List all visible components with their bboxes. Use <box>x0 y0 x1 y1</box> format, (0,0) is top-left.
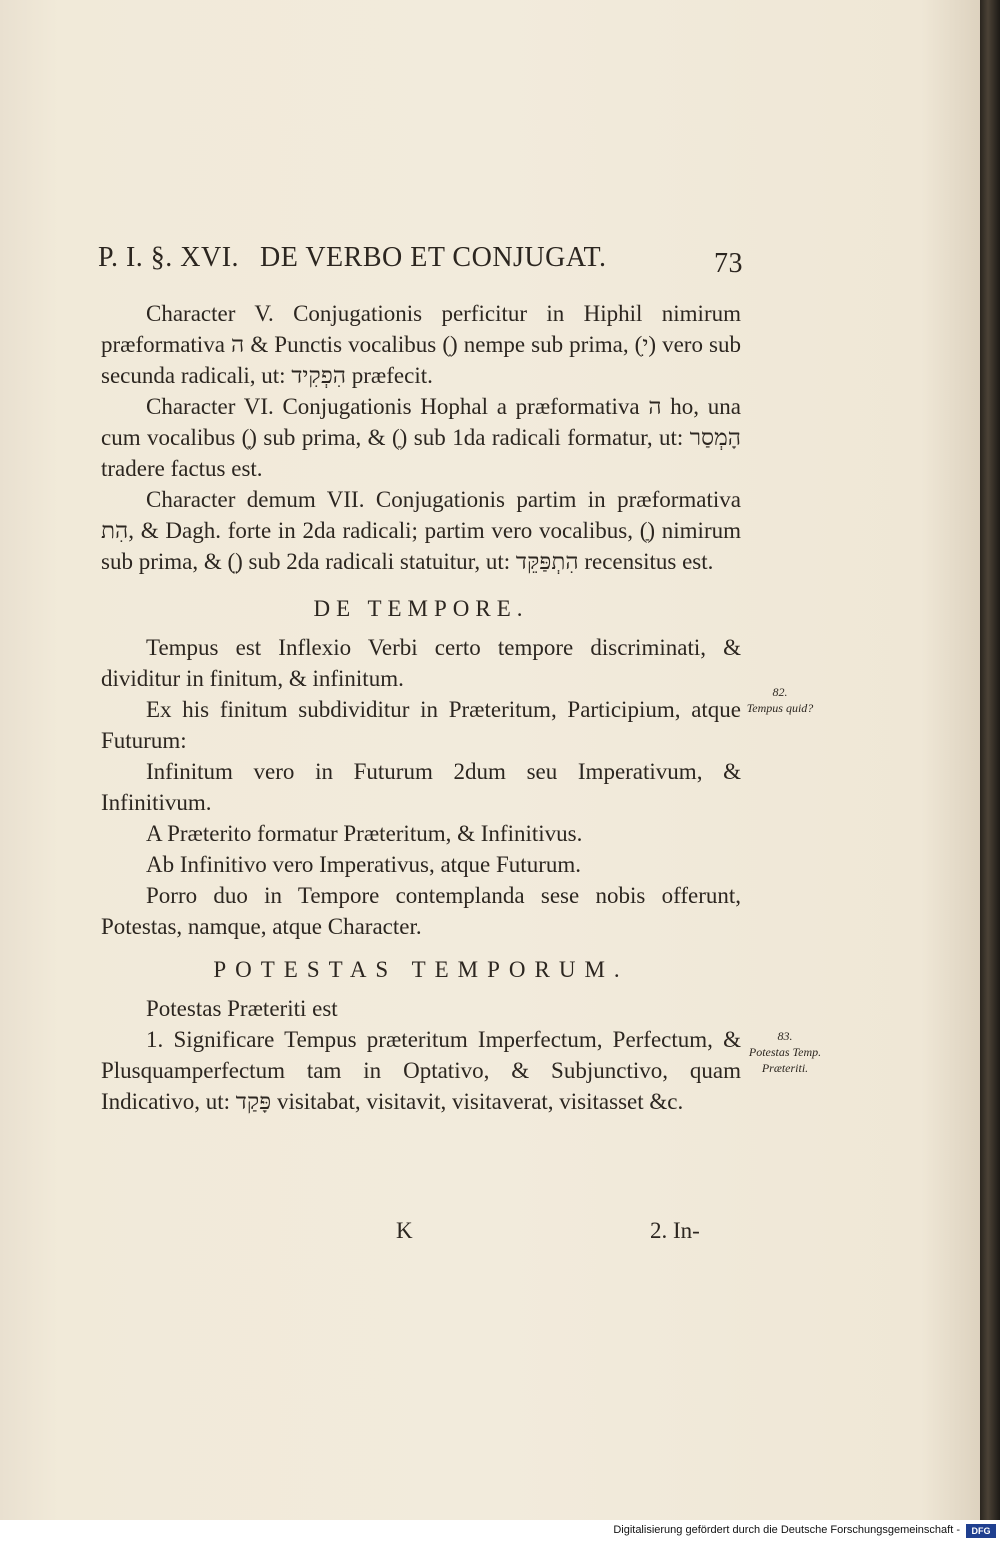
heading-potestas-temporum: POTESTAS TEMPORUM. <box>213 957 629 982</box>
dfg-logo: DFG <box>966 1524 996 1538</box>
signature-mark: K <box>396 1218 413 1243</box>
paragraph-character-vi: Character VI. Conjugationis Hophal a præformativa ה ho, una cum vocalibus (ָ) sub prima, & (ַ) sub 1da radicali formatur, ut: הָמְסַר tradere factus est. <box>101 394 741 481</box>
catchword: 2. In- <box>650 1218 700 1243</box>
digitization-credit: Digitalisierung gefördert durch die Deutsche Forschungsgemeinschaft - <box>613 1524 960 1536</box>
running-title: DE VERBO ET CONJUGAT. <box>260 242 607 273</box>
paragraph-significare: 1. Significare Tempus præteritum Imperfectum, Perfectum, & Plusquamperfectum tam in Optativo, & Subjunctivo, quam Indicativo, ut: פָּקַד visitabat, visitavit, visitaverat, visitasset &c. <box>101 1027 741 1114</box>
body-text <box>101 298 741 1117</box>
paragraph-infinitum: Infinitum vero in Futurum 2dum seu Imperativum, & Infinitivum. <box>101 759 741 815</box>
margin-note-text: Potestas Temp. Præteriti. <box>748 1045 822 1075</box>
margin-note-number: 83. <box>777 1029 793 1043</box>
margin-note-number: 82. <box>772 685 788 699</box>
section-reference: P. I. §. XVI. <box>98 242 240 273</box>
paragraph-character-v: Character V. Conjugationis perficitur in Hiphil nimirum præformativa ה & Punctis vocalibus (ִ) nempe sub prima, (ִי) vero sub secunda radicali, ut: הִפְקִיד præfecit. <box>101 301 742 388</box>
page-number: 73 <box>714 248 743 279</box>
paragraph-porro: Porro duo in Tempore contemplanda sese nobis offerunt, Potestas, namque, atque Character. <box>101 883 741 939</box>
paragraph-character-vii: Character demum VII. Conjugationis partim in præformativa הִת, & Dagh. forte in 2da radicali; partim vero vocalibus, (ַ) nimirum sub prima, & (ֵ) sub 2da radicali statuitur, ut: הִתְפַּקֵּד recensitus est. <box>101 487 741 574</box>
paragraph-finitum: Ex his finitum subdividitur in Præteritum, Participium, atque Futurum: <box>101 697 741 753</box>
margin-note-text: Tempus quid? <box>746 701 814 715</box>
margin-note-82 <box>740 684 820 716</box>
margin-note-83 <box>745 1028 825 1076</box>
heading-de-tempore: DE TEMPORE. <box>313 596 529 621</box>
paragraph-ab-infinitivo: Ab Infinitivo vero Imperativus, atque Futurum. <box>146 852 582 877</box>
paragraph-tempus: Tempus est Inflexio Verbi certo tempore discriminati, & dividitur in finitum, & infinitum. <box>101 635 741 691</box>
paragraph-potestas-praeteriti: Potestas Præteriti est <box>146 996 338 1021</box>
paragraph-a-praeterito: A Præterito formatur Præteritum, & Infinitivus. <box>146 821 583 846</box>
page-edge <box>980 0 1000 1520</box>
